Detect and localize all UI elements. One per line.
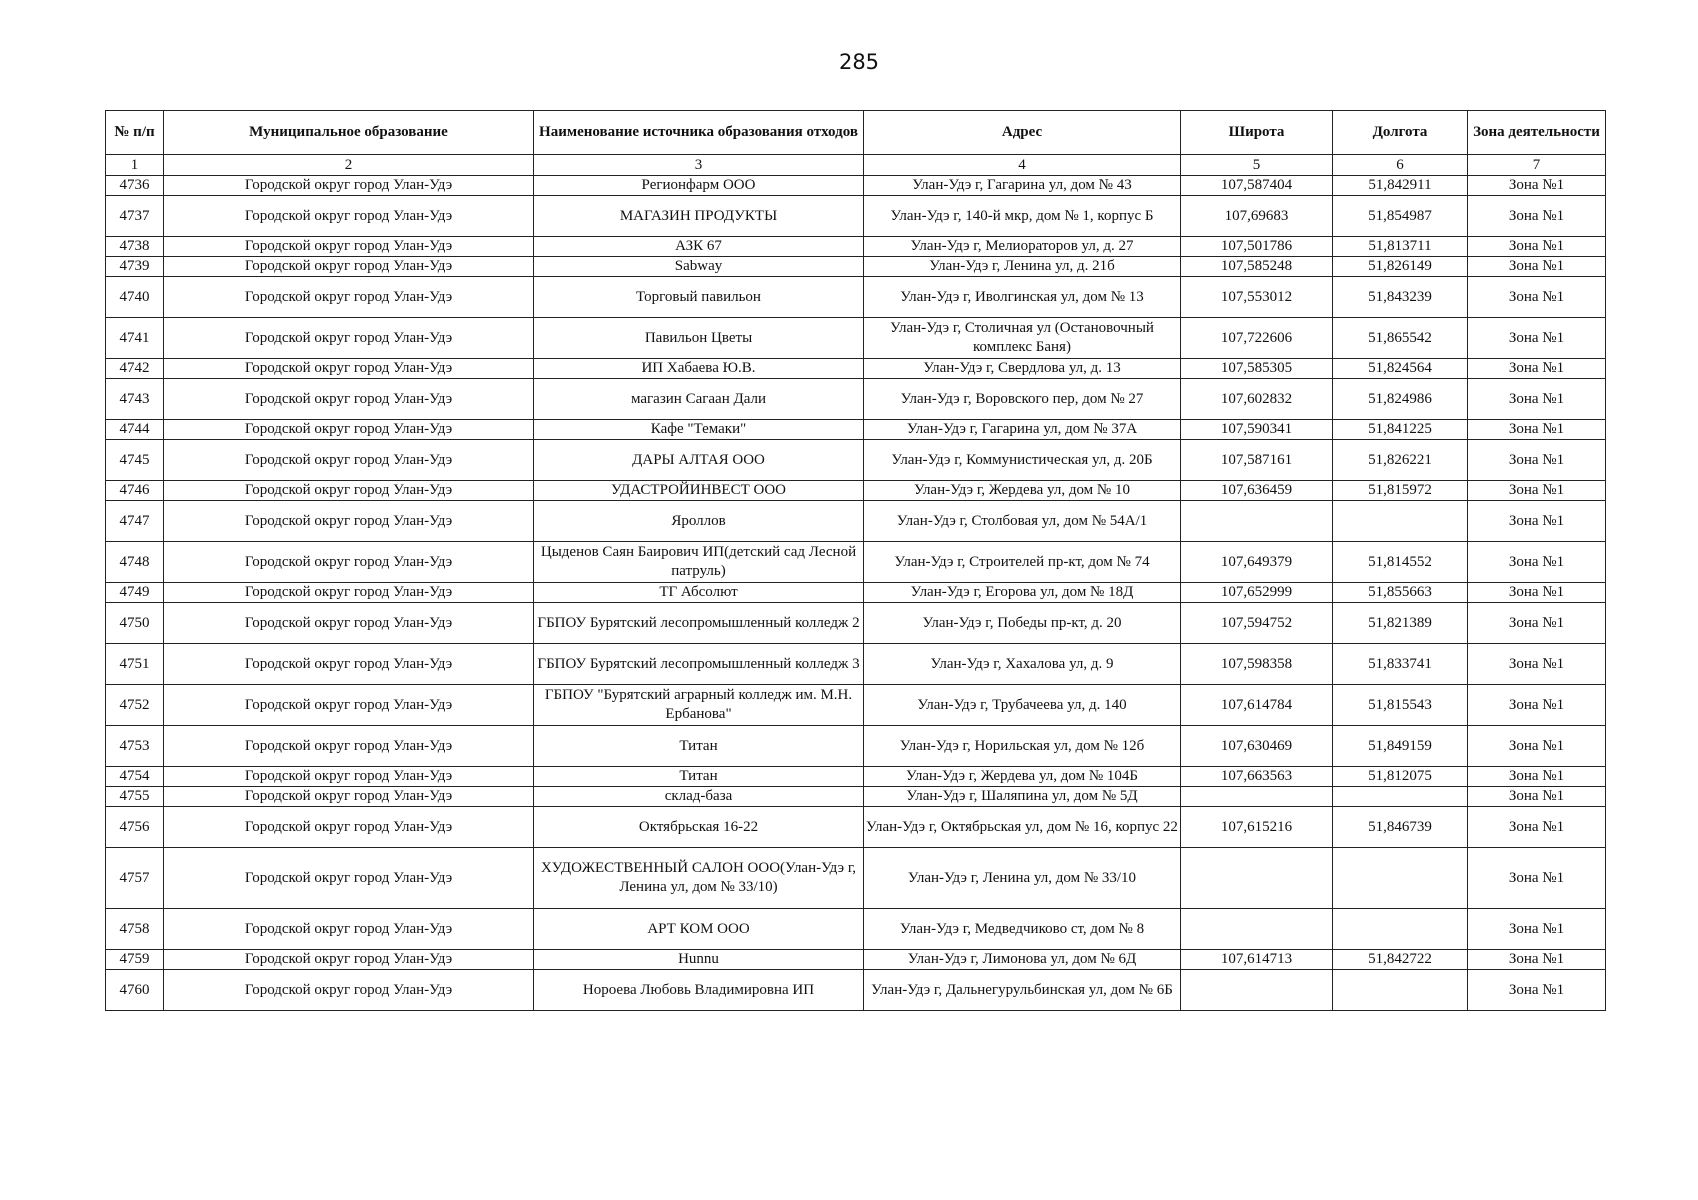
cell-address: Улан-Удэ г, Гагарина ул, дом № 43 — [864, 176, 1181, 196]
cell-source-name: Титан — [534, 767, 864, 787]
header-zone: Зона деятельности — [1468, 111, 1606, 155]
cell-latitude: 107,587404 — [1181, 176, 1333, 196]
cell-municipality: Городской округ город Улан-Удэ — [164, 787, 534, 807]
cell-latitude: 107,614784 — [1181, 685, 1333, 726]
cell-latitude — [1181, 970, 1333, 1011]
cell-zone: Зона №1 — [1468, 909, 1606, 950]
cell-zone: Зона №1 — [1468, 420, 1606, 440]
cell-number: 4759 — [106, 950, 164, 970]
cell-zone: Зона №1 — [1468, 603, 1606, 644]
cell-municipality: Городской округ город Улан-Удэ — [164, 277, 534, 318]
cell-number: 4744 — [106, 420, 164, 440]
cell-zone: Зона №1 — [1468, 359, 1606, 379]
header-number: № п/п — [106, 111, 164, 155]
cell-source-name: Нороева Любовь Владимировна ИП — [534, 970, 864, 1011]
cell-longitude: 51,824564 — [1333, 359, 1468, 379]
cell-latitude: 107,649379 — [1181, 542, 1333, 583]
cell-longitude: 51,842911 — [1333, 176, 1468, 196]
cell-longitude: 51,841225 — [1333, 420, 1468, 440]
cell-source-name: ХУДОЖЕСТВЕННЫЙ САЛОН ООО(Улан-Удэ г, Ленина ул, дом № 33/10) — [534, 848, 864, 909]
cell-number: 4753 — [106, 726, 164, 767]
cell-zone: Зона №1 — [1468, 787, 1606, 807]
column-number-row — [106, 155, 1606, 176]
table-row — [106, 542, 1606, 583]
table-row — [106, 318, 1606, 359]
cell-address: Улан-Удэ г, Октябрьская ул, дом № 16, корпус 22 — [864, 807, 1181, 848]
cell-longitude — [1333, 848, 1468, 909]
cell-number: 4738 — [106, 237, 164, 257]
cell-address: Улан-Удэ г, Медведчиково ст, дом № 8 — [864, 909, 1181, 950]
cell-address: Улан-Удэ г, Ленина ул, д. 21б — [864, 257, 1181, 277]
cell-zone: Зона №1 — [1468, 257, 1606, 277]
header-source-name: Наименование источника образования отходов — [534, 111, 864, 155]
header-longitude: Долгота — [1333, 111, 1468, 155]
cell-number: 4743 — [106, 379, 164, 420]
cell-municipality: Городской округ город Улан-Удэ — [164, 379, 534, 420]
cell-municipality: Городской округ город Улан-Удэ — [164, 807, 534, 848]
cell-latitude: 107,602832 — [1181, 379, 1333, 420]
cell-number: 4737 — [106, 196, 164, 237]
cell-number: 4758 — [106, 909, 164, 950]
column-number: 2 — [164, 155, 534, 176]
cell-number: 4752 — [106, 685, 164, 726]
column-number: 1 — [106, 155, 164, 176]
cell-number: 4739 — [106, 257, 164, 277]
cell-longitude — [1333, 501, 1468, 542]
table-row — [106, 583, 1606, 603]
cell-zone: Зона №1 — [1468, 644, 1606, 685]
table-row — [106, 685, 1606, 726]
cell-municipality: Городской округ город Улан-Удэ — [164, 501, 534, 542]
cell-source-name: Октябрьская 16-22 — [534, 807, 864, 848]
table-row — [106, 603, 1606, 644]
table-row — [106, 848, 1606, 909]
cell-address: Улан-Удэ г, Лимонова ул, дом № 6Д — [864, 950, 1181, 970]
cell-longitude — [1333, 970, 1468, 1011]
cell-municipality: Городской округ город Улан-Удэ — [164, 583, 534, 603]
cell-municipality: Городской округ город Улан-Удэ — [164, 909, 534, 950]
cell-municipality: Городской округ город Улан-Удэ — [164, 359, 534, 379]
cell-number: 4751 — [106, 644, 164, 685]
table-row — [106, 379, 1606, 420]
table-row — [106, 277, 1606, 318]
cell-source-name: ГБПОУ Бурятский лесопромышленный колледж 3 — [534, 644, 864, 685]
cell-zone: Зона №1 — [1468, 176, 1606, 196]
cell-municipality: Городской округ город Улан-Удэ — [164, 257, 534, 277]
cell-source-name: Цыденов Саян Баирович ИП(детский сад Лесной патруль) — [534, 542, 864, 583]
cell-address: Улан-Удэ г, Гагарина ул, дом № 37А — [864, 420, 1181, 440]
cell-latitude: 107,553012 — [1181, 277, 1333, 318]
cell-zone: Зона №1 — [1468, 196, 1606, 237]
table-row — [106, 909, 1606, 950]
cell-latitude: 107,585305 — [1181, 359, 1333, 379]
cell-number: 4745 — [106, 440, 164, 481]
cell-longitude: 51,846739 — [1333, 807, 1468, 848]
cell-latitude: 107,630469 — [1181, 726, 1333, 767]
cell-address: Улан-Удэ г, Столичная ул (Остановочный комплекс Баня) — [864, 318, 1181, 359]
cell-zone: Зона №1 — [1468, 970, 1606, 1011]
cell-number: 4741 — [106, 318, 164, 359]
cell-source-name: АЗК 67 — [534, 237, 864, 257]
column-number: 5 — [1181, 155, 1333, 176]
cell-municipality: Городской округ город Улан-Удэ — [164, 318, 534, 359]
cell-latitude: 107,722606 — [1181, 318, 1333, 359]
cell-latitude: 107,501786 — [1181, 237, 1333, 257]
cell-longitude: 51,842722 — [1333, 950, 1468, 970]
cell-address: Улан-Удэ г, Столбовая ул, дом № 54А/1 — [864, 501, 1181, 542]
table-row — [106, 970, 1606, 1011]
table-row — [106, 950, 1606, 970]
waste-sources-table — [105, 110, 1606, 1011]
cell-municipality: Городской округ город Улан-Удэ — [164, 237, 534, 257]
cell-source-name: Hunnu — [534, 950, 864, 970]
cell-source-name: магазин Сагаан Дали — [534, 379, 864, 420]
cell-number: 4736 — [106, 176, 164, 196]
cell-longitude: 51,824986 — [1333, 379, 1468, 420]
table-row — [106, 644, 1606, 685]
cell-longitude: 51,826221 — [1333, 440, 1468, 481]
cell-number: 4747 — [106, 501, 164, 542]
cell-zone: Зона №1 — [1468, 542, 1606, 583]
cell-municipality: Городской округ город Улан-Удэ — [164, 848, 534, 909]
column-number: 7 — [1468, 155, 1606, 176]
table-row — [106, 440, 1606, 481]
table-row — [106, 481, 1606, 501]
cell-longitude: 51,814552 — [1333, 542, 1468, 583]
cell-latitude — [1181, 848, 1333, 909]
cell-latitude: 107,615216 — [1181, 807, 1333, 848]
cell-zone: Зона №1 — [1468, 379, 1606, 420]
cell-longitude: 51,813711 — [1333, 237, 1468, 257]
cell-zone: Зона №1 — [1468, 583, 1606, 603]
cell-municipality: Городской округ город Улан-Удэ — [164, 685, 534, 726]
cell-zone: Зона №1 — [1468, 685, 1606, 726]
cell-source-name: ИП Хабаева Ю.В. — [534, 359, 864, 379]
cell-longitude: 51,849159 — [1333, 726, 1468, 767]
cell-address: Улан-Удэ г, Дальнегурульбинская ул, дом № 6Б — [864, 970, 1181, 1011]
cell-source-name: МАГАЗИН ПРОДУКТЫ — [534, 196, 864, 237]
cell-source-name: Sabway — [534, 257, 864, 277]
cell-municipality: Городской округ город Улан-Удэ — [164, 542, 534, 583]
cell-number: 4757 — [106, 848, 164, 909]
cell-source-name: ТГ Абсолют — [534, 583, 864, 603]
cell-latitude: 107,652999 — [1181, 583, 1333, 603]
cell-zone: Зона №1 — [1468, 807, 1606, 848]
cell-address: Улан-Удэ г, Егорова ул, дом № 18Д — [864, 583, 1181, 603]
header-municipality: Муниципальное образование — [164, 111, 534, 155]
cell-municipality: Городской округ город Улан-Удэ — [164, 440, 534, 481]
cell-source-name: УДАСТРОЙИНВЕСТ ООО — [534, 481, 864, 501]
cell-source-name: Регионфарм ООО — [534, 176, 864, 196]
cell-longitude: 51,854987 — [1333, 196, 1468, 237]
cell-municipality: Городской округ город Улан-Удэ — [164, 767, 534, 787]
cell-longitude: 51,826149 — [1333, 257, 1468, 277]
cell-municipality: Городской округ город Улан-Удэ — [164, 950, 534, 970]
table-row — [106, 196, 1606, 237]
cell-zone: Зона №1 — [1468, 440, 1606, 481]
cell-zone: Зона №1 — [1468, 318, 1606, 359]
table-row — [106, 176, 1606, 196]
cell-municipality: Городской округ город Улан-Удэ — [164, 603, 534, 644]
cell-longitude: 51,833741 — [1333, 644, 1468, 685]
cell-number: 4750 — [106, 603, 164, 644]
cell-latitude — [1181, 501, 1333, 542]
cell-zone: Зона №1 — [1468, 237, 1606, 257]
table-row — [106, 501, 1606, 542]
cell-longitude: 51,812075 — [1333, 767, 1468, 787]
cell-address: Улан-Удэ г, Воровского пер, дом № 27 — [864, 379, 1181, 420]
cell-latitude: 107,587161 — [1181, 440, 1333, 481]
table-body — [106, 176, 1606, 1011]
cell-longitude: 51,843239 — [1333, 277, 1468, 318]
cell-address: Улан-Удэ г, Хахалова ул, д. 9 — [864, 644, 1181, 685]
cell-source-name: ГБПОУ Бурятский лесопромышленный колледж 2 — [534, 603, 864, 644]
cell-source-name: ГБПОУ "Бурятский аграрный колледж им. М.Н. Ербанова" — [534, 685, 864, 726]
cell-zone: Зона №1 — [1468, 950, 1606, 970]
header-row — [106, 111, 1606, 155]
cell-latitude: 107,636459 — [1181, 481, 1333, 501]
table-row — [106, 787, 1606, 807]
cell-longitude: 51,855663 — [1333, 583, 1468, 603]
table-row — [106, 726, 1606, 767]
cell-longitude: 51,815972 — [1333, 481, 1468, 501]
cell-latitude: 107,598358 — [1181, 644, 1333, 685]
cell-source-name: Титан — [534, 726, 864, 767]
table-row — [106, 237, 1606, 257]
cell-number: 4748 — [106, 542, 164, 583]
cell-latitude: 107,663563 — [1181, 767, 1333, 787]
cell-source-name: Яроллов — [534, 501, 864, 542]
column-number: 6 — [1333, 155, 1468, 176]
cell-latitude — [1181, 787, 1333, 807]
cell-longitude: 51,815543 — [1333, 685, 1468, 726]
cell-address: Улан-Удэ г, Жердева ул, дом № 104Б — [864, 767, 1181, 787]
cell-longitude — [1333, 787, 1468, 807]
cell-source-name: Кафе "Темаки" — [534, 420, 864, 440]
cell-zone: Зона №1 — [1468, 481, 1606, 501]
cell-number: 4740 — [106, 277, 164, 318]
table-row — [106, 257, 1606, 277]
cell-municipality: Городской округ город Улан-Удэ — [164, 644, 534, 685]
cell-zone: Зона №1 — [1468, 848, 1606, 909]
cell-address: Улан-Удэ г, Иволгинская ул, дом № 13 — [864, 277, 1181, 318]
column-number: 3 — [534, 155, 864, 176]
header-latitude: Широта — [1181, 111, 1333, 155]
cell-source-name: АРТ КОМ ООО — [534, 909, 864, 950]
cell-latitude — [1181, 909, 1333, 950]
cell-municipality: Городской округ город Улан-Удэ — [164, 970, 534, 1011]
cell-municipality: Городской округ город Улан-Удэ — [164, 481, 534, 501]
cell-address: Улан-Удэ г, Норильская ул, дом № 12б — [864, 726, 1181, 767]
cell-number: 4754 — [106, 767, 164, 787]
cell-source-name: Торговый павильон — [534, 277, 864, 318]
cell-zone: Зона №1 — [1468, 277, 1606, 318]
cell-zone: Зона №1 — [1468, 726, 1606, 767]
cell-latitude: 107,585248 — [1181, 257, 1333, 277]
cell-municipality: Городской округ город Улан-Удэ — [164, 420, 534, 440]
cell-latitude: 107,590341 — [1181, 420, 1333, 440]
header-address: Адрес — [864, 111, 1181, 155]
table-row — [106, 807, 1606, 848]
cell-address: Улан-Удэ г, Шаляпина ул, дом № 5Д — [864, 787, 1181, 807]
cell-latitude: 107,594752 — [1181, 603, 1333, 644]
cell-latitude: 107,614713 — [1181, 950, 1333, 970]
cell-latitude: 107,69683 — [1181, 196, 1333, 237]
table-row — [106, 767, 1606, 787]
cell-address: Улан-Удэ г, Строителей пр-кт, дом № 74 — [864, 542, 1181, 583]
cell-number: 4756 — [106, 807, 164, 848]
cell-number: 4760 — [106, 970, 164, 1011]
cell-municipality: Городской округ город Улан-Удэ — [164, 726, 534, 767]
cell-number: 4742 — [106, 359, 164, 379]
cell-address: Улан-Удэ г, Коммунистическая ул, д. 20Б — [864, 440, 1181, 481]
cell-source-name: ДАРЫ АЛТАЯ ООО — [534, 440, 864, 481]
cell-number: 4755 — [106, 787, 164, 807]
cell-municipality: Городской округ город Улан-Удэ — [164, 176, 534, 196]
cell-address: Улан-Удэ г, Свердлова ул, д. 13 — [864, 359, 1181, 379]
cell-number: 4746 — [106, 481, 164, 501]
cell-address: Улан-Удэ г, Победы пр-кт, д. 20 — [864, 603, 1181, 644]
cell-zone: Зона №1 — [1468, 501, 1606, 542]
cell-address: Улан-Удэ г, Трубачеева ул, д. 140 — [864, 685, 1181, 726]
table-row — [106, 359, 1606, 379]
cell-address: Улан-Удэ г, Ленина ул, дом № 33/10 — [864, 848, 1181, 909]
cell-source-name: Павильон Цветы — [534, 318, 864, 359]
cell-address: Улан-Удэ г, Жердева ул, дом № 10 — [864, 481, 1181, 501]
cell-longitude — [1333, 909, 1468, 950]
cell-address: Улан-Удэ г, 140-й мкр, дом № 1, корпус Б — [864, 196, 1181, 237]
cell-source-name: склад-база — [534, 787, 864, 807]
cell-zone: Зона №1 — [1468, 767, 1606, 787]
cell-municipality: Городской округ город Улан-Удэ — [164, 196, 534, 237]
cell-longitude: 51,865542 — [1333, 318, 1468, 359]
cell-address: Улан-Удэ г, Мелиораторов ул, д. 27 — [864, 237, 1181, 257]
column-number: 4 — [864, 155, 1181, 176]
table-row — [106, 420, 1606, 440]
cell-number: 4749 — [106, 583, 164, 603]
cell-longitude: 51,821389 — [1333, 603, 1468, 644]
page-number: 285 — [838, 50, 880, 74]
